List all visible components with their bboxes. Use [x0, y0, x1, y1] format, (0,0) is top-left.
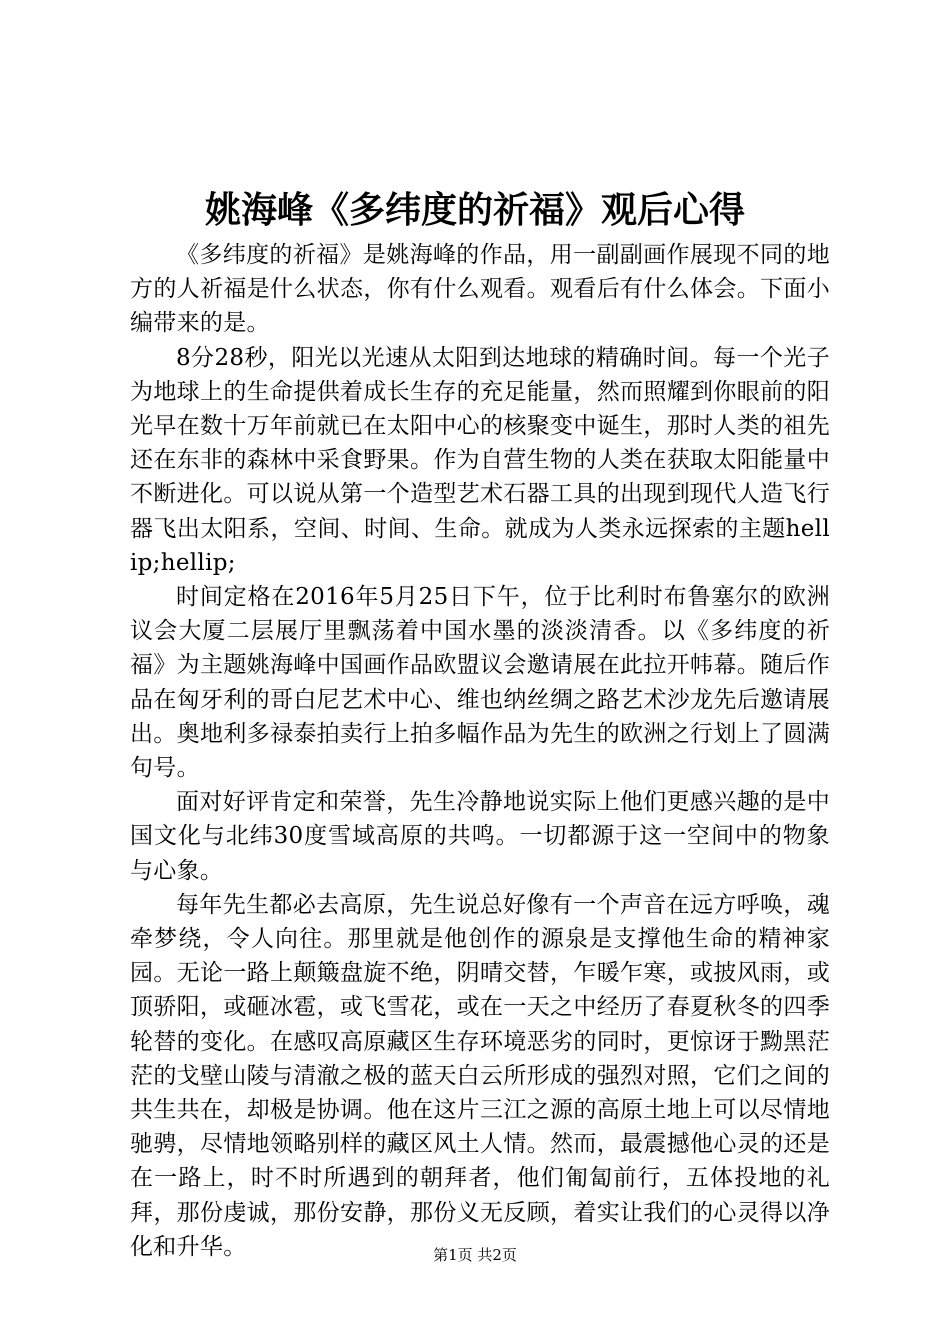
paragraph-plateau: 每年先生都必去高原，先生说总好像有一个声音在远方呼唤，魂牵梦绕，令人向往。那里就是他创作的源泉是支撑他生命的精神家园。无论一路上颠簸盘旋不绝，阴晴交替，乍暖乍寒，或披风雨，或顶骄阳，或砸冰雹，或飞雪花，或在一天之中经历了春夏秋冬的四季轮替的变化。在感叹高原藏区生存环境恶劣的同时，更惊讶于黝黑茫茫的戈壁山陵与清澈之极的蓝天白云所形成的强烈对照，它们之间的共生共在，却极是协调。他在这片三江之源的高原土地上可以尽情地驰骋，尽情地领略别样的藏区风土人情。然而，最震撼他心灵的还是在一路上，时不时所遇到的朝拜者，他们匍匐前行，五体投地的礼拜，那份虔诚，那份安静，那份义无反顾，着实让我们的心灵得以净化和升华。: [130, 891, 830, 1260]
document-body: [130, 238, 830, 1264]
paragraph-intro: 《多纬度的祈福》是姚海峰的作品，用一副副画作展现不同的地方的人祈福是什么状态，你有什么观看。观看后有什么体会。下面小编带来的是。: [130, 242, 830, 337]
paragraph-sunlight: 8分28秒，阳光以光速从太阳到达地球的精确时间。每一个光子为地球上的生命提供着成长生存的充足能量，然而照耀到你眼前的阳光早在数十万年前就已在太阳中心的核聚变中诞生，那时人类的祖先还在东非的森林中采食野果。作为自营生物的人类在获取太阳能量中不断进化。可以说从第一个造型艺术石器工具的出现到现代人造飞行器飞出太阳系，空间、时间、生命。就成为人类永远探索的主题hellip;hellip;: [130, 344, 830, 576]
document-title: 姚海峰《多纬度的祈福》观后心得: [204, 189, 745, 231]
page-number-footer: 第1页 共2页: [433, 1246, 517, 1264]
paragraph-exhibition: 时间定格在2016年5月25日下午，位于比利时布鲁塞尔的欧洲议会大厦二层展厅里飘荡着中国水墨的淡淡清香。以《多纬度的祈福》为主题姚海峰中国画作品欧盟议会邀请展在此拉开帏幕。随后作品在匈牙利的哥白尼艺术中心、维也纳丝绸之路艺术沙龙先后邀请展出。奥地利多禄泰拍卖行上拍多幅作品为先生的欧洲之行划上了圆满句号。: [130, 584, 830, 782]
paragraph-resonance: 面对好评肯定和荣誉，先生冷静地说实际上他们更感兴趣的是中国文化与北纬30度雪域高原的共鸣。一切都源于这一空间中的物象与心象。: [130, 789, 830, 884]
